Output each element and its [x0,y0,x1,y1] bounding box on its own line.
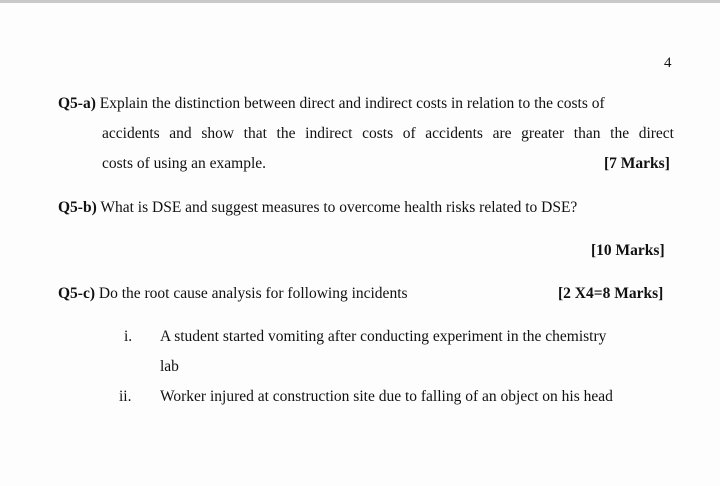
question-5c-marks: [2 X4=8 Marks] [558,285,664,302]
question-5b-text: What is DSE and suggest measures to overcome health risks related to DSE? [100,199,578,216]
question-5b-line [58,199,577,217]
question-5b-marks: [10 Marks] [591,242,665,259]
list-item-text: A student started vomiting after conducting experiment in the chemistry [160,328,607,345]
page-top-edge [0,0,720,3]
question-5a-marks: [7 Marks] [604,155,670,172]
page-number: 4 [664,55,672,71]
question-5a-id: Q5-a) [58,95,96,112]
question-5a-text-1: Explain the distinction between direct and indirect costs in relation to the costs of [99,95,605,112]
question-5c-text: Do the root cause analysis for following incidents [98,285,408,302]
list-item-text-continued: lab [160,358,179,375]
question-5c-line [58,285,408,303]
question-5a-line-2: accidents and show that the indirect costs of accidents are greater than the direct [102,125,674,142]
list-item-numeral: i. [124,328,133,345]
question-5a-line-1 [58,95,605,113]
question-5a-line-3: costs of using an example. [102,155,267,172]
question-5b-id: Q5-b) [58,199,97,216]
question-5c-id: Q5-c) [58,285,96,302]
list-item-numeral: ii. [119,388,132,405]
list-item-text: Worker injured at construction site due to falling of an object on his head [160,388,613,405]
